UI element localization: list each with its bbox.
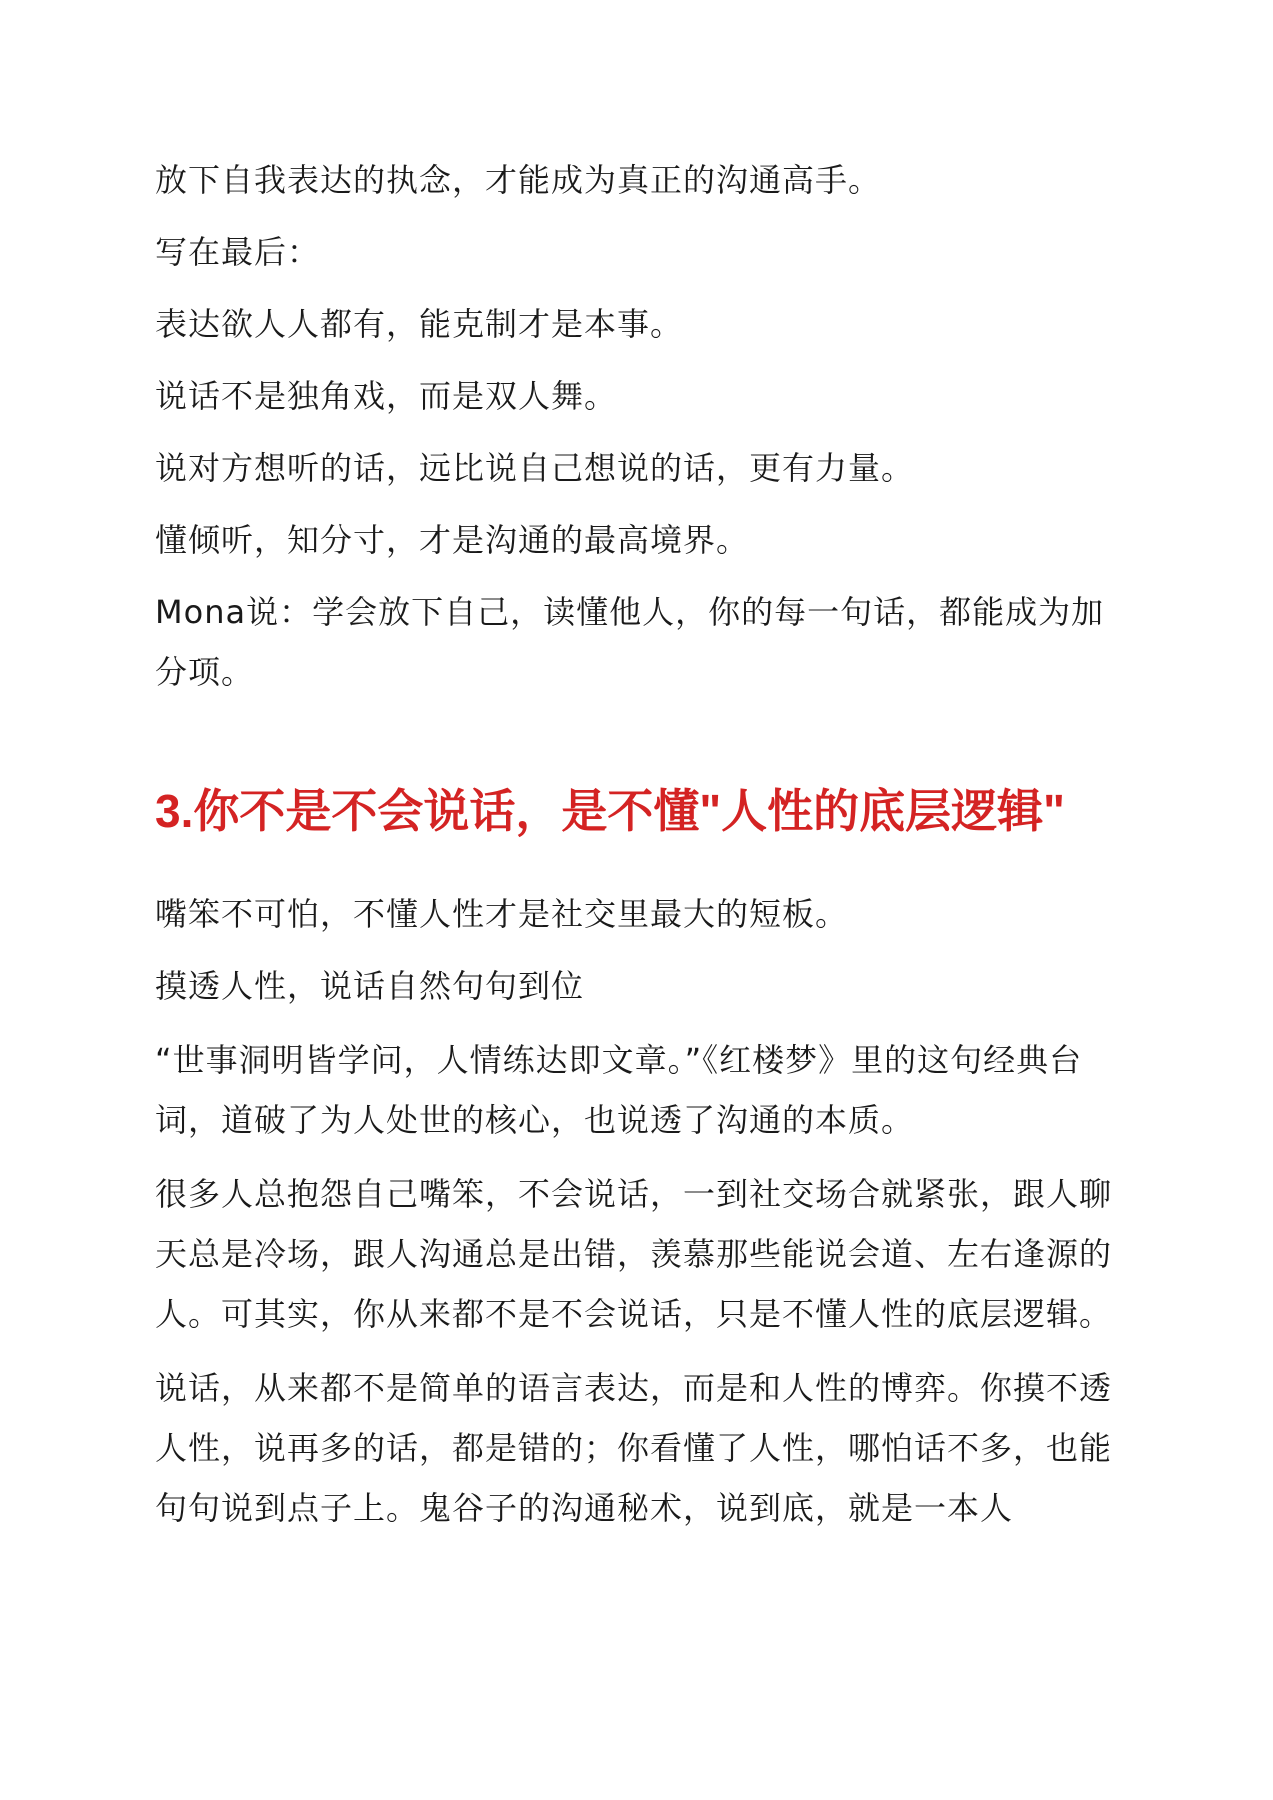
paragraph-closing-label: 写在最后： xyxy=(155,233,321,271)
paragraph: 说对方想听的话，远比说自己想说的话，更有力量。 xyxy=(155,449,915,487)
paragraph: 很多人总抱怨自己嘴笨，不会说话，一到社交场合就紧张，跟人聊天总是冷场，跟人沟通总是出错，羡慕那些能说会道、左右逢源的人。可其实，你从来都不是不会说话，只是不懂人性的底层逻辑。 xyxy=(155,1175,1113,1333)
document-page xyxy=(155,150,1135,1538)
paragraph: 懂倾听，知分寸，才是沟通的最高境界。 xyxy=(155,521,750,559)
paragraph-quote: “世事洞明皆学问，人情练达即文章。”《红楼梦》里的这句经典台词，道破了为人处世的核心，也说透了沟通的本质。 xyxy=(155,1041,1083,1139)
section-heading: 3.你不是不会说话，是不懂"人性的底层逻辑" xyxy=(155,785,1065,837)
paragraph: 嘴笨不可怕，不懂人性才是社交里最大的短板。 xyxy=(155,895,849,933)
paragraph: 放下自我表达的执念，才能成为真正的沟通高手。 xyxy=(155,161,882,199)
paragraph: 说话，从来都不是简单的语言表达，而是和人性的博弈。你摸不透人性，说再多的话，都是错的；你看懂了人性，哪怕话不多，也能句句说到点子上。鬼谷子的沟通秘术，说到底，就是一本人 xyxy=(155,1369,1113,1527)
paragraph: 表达欲人人都有，能克制才是本事。 xyxy=(155,305,684,343)
paragraph: 摸透人性，说话自然句句到位 xyxy=(155,967,585,1005)
paragraph-mona-quote: Mona说：学会放下自己，读懂他人，你的每一句话，都能成为加分项。 xyxy=(155,593,1105,691)
paragraph: 说话不是独角戏，而是双人舞。 xyxy=(155,377,618,415)
